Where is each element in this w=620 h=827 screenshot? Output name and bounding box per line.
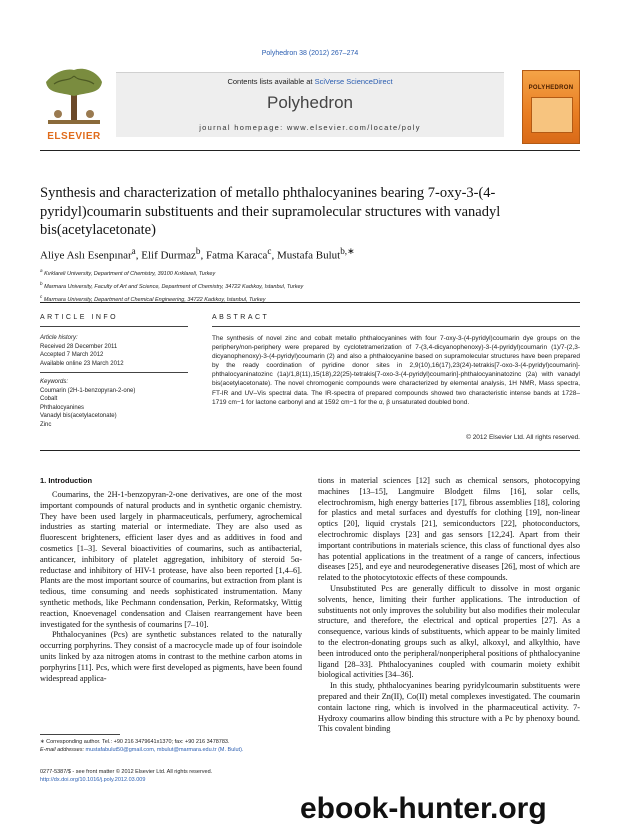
doi-link[interactable]: http://dx.doi.org/10.1016/j.poly.2012.03.009 bbox=[40, 777, 146, 783]
abstract-heading: ABSTRACT bbox=[212, 314, 270, 321]
author-name: Fatma Karaca bbox=[206, 249, 268, 262]
affiliation: $^a$ Kırklareli University, Department of Chemistry, 39100 Kırklareli, Turkey bbox=[40, 268, 216, 277]
issn-doi: 0277-5387/$ - see front matter © 2012 Elsevier Ltd. All rights reserved. http://dx.doi.org/10.1016/j.poly.2012.03.009 bbox=[40, 769, 213, 783]
journal-homepage[interactable]: journal homepage: www.elsevier.com/locate/poly bbox=[199, 123, 421, 132]
body-divider bbox=[40, 450, 580, 451]
author-list: Aliye Aslı Esenpınar$^a$, Elif Durmaz$^b$, Fatma Karaca$^c$, Mustafa Bulut$^{b,∗}$ bbox=[40, 246, 355, 262]
affiliations-divider bbox=[40, 302, 580, 303]
article-history: Article history: Received 28 December 2011 Accepted 7 March 2012 Available online 23 March 2012 bbox=[40, 335, 124, 367]
journal-name: Polyhedron bbox=[266, 93, 353, 112]
article-info-heading: ARTICLE INFO bbox=[40, 314, 119, 321]
abstract-text: The synthesis of novel zinc and cobalt metallo phthalocyanines with four 7-oxy-3-(4-pyridyl)coumarin dye groups on the periphery/non-periphery were prepared by cyclotetramerization of 7-(3,4-dicyanophenoxy)-3-(4-pyridyl)coumarin (1)/7-(2,3-dicyanophenoxy)-3-(4-pyridyl)coumarin (2) and also a phthalocyanine based on supramolecular structures have been prepared by the ready coordination of pyridine donor sites in 2,9(10),16(17),23(24)-tetrakis[7-oxo-3-(4-pyridyl)coumarin]-phthalocyaninatozinc (1a)/1,8(11),15(18),22(25)-tetrakis[7-oxo-3-(4-pyridyl)coumarin]-phthalocyaninatozinc (2a) with vanadyl bis(acetylacetonate). The novel chromogenic compounds were characterized by elemental analysis, 1H NMR, Mass spectra, FT-IR and UV–Vis spectral data. The IR-spectra of prepared compounds showed two characteristic intense bands at 1728–1719 cm−1 for lactone carbonyl and at 1592 cm−1 for the α, β unsaturated doubled bond. bbox=[212, 335, 580, 406]
keywords: Keywords: Coumarin (2H-1-benzopyran-2-one) Cobalt Phthalocyanines Vanadyl bis(acetylacetonate) Zinc bbox=[40, 379, 136, 428]
author-affiliation-marker: b bbox=[195, 246, 201, 256]
author-name: Elif Durmaz bbox=[141, 249, 196, 262]
right-column bbox=[318, 476, 580, 735]
author-email-link[interactable]: mustafabulut50@gmail.com, mbulut@marmara.edu.tr (M. Bulut). bbox=[85, 747, 244, 753]
affiliations bbox=[40, 266, 580, 304]
journal-banner bbox=[40, 64, 580, 146]
paragraph: Coumarins, the 2H-1-benzopyran-2-one derivatives, are one of the most important compounds of natural products and in synthetic organic chemistry. They have been used largely in pharmaceuticals, perfumery, agrochemical industries as starting material or intermediate. They are also used as fluorescent brighteners, efficient laser dyes and as additives in food and cosmetics [1–3]. Several bioactivities of coumarins, such as antibacterial, anticancer, inhibitory of platelet aggregation, inhibitory of steroid 5α-reductase and inhibitory of HIV-1 protease, have also been reported [1,4–6]. Plants are the most important source of coumarins, but extraction from plant is tedious, time consuming and needs sophisticated instrumentation. Many synthetic methods, like Pechmann condensation, Perkin, Reformatsky, Wittig reaction, Knoevenagel condensation and Claisen rearrangement have been investigated for the synthesis of coumarins [7–10]. bbox=[40, 490, 302, 629]
author-affiliation-marker: a bbox=[131, 246, 136, 256]
article-title: Synthesis and characterization of metallo phthalocyanines bearing 7-oxy-3-(4-pyridyl)coumarin substituents and their supramolecular structures with vanadyl bis(acetylacetonate) bbox=[40, 185, 501, 238]
elsevier-tree-icon bbox=[40, 64, 108, 130]
footnote: ∗ Corresponding author. Tel.: +90 216 3479641x1370; fax: +90 216 3478783. E-mail addresses: mustafabulut50@gmail.com, mbulut@marmara.edu.tr (M. Bulut). bbox=[40, 739, 244, 753]
history-rule bbox=[40, 372, 188, 373]
affiliation: $^b$ Marmara University, Faculty of Art and Science, Department of Chemistry, 34722 Kadıkoy, Istanbul, Turkey bbox=[40, 280, 304, 290]
author-affiliation-marker: b,∗ bbox=[340, 246, 355, 256]
affiliation: $^c$ Marmara University, Department of Chemical Engineering, 34722 Kadıkoy, Istanbul, Turkey bbox=[40, 293, 266, 303]
section-heading: 1. Introduction bbox=[40, 476, 93, 485]
author-name: Mustafa Bulut bbox=[276, 249, 341, 262]
left-column bbox=[40, 490, 302, 684]
header-divider bbox=[40, 150, 580, 151]
elsevier-logo bbox=[40, 64, 108, 144]
abstract-rule bbox=[212, 326, 580, 327]
paragraph: Phthalocyanines (Pcs) are synthetic substances related to the naturally occurring porphyrins. They consist of a macrocycle made up of four isoindole units linked by aza nitrogen atoms in contrast to the methine carbon atoms in porphyrins [11]. Pcs, which were first developed as pigments, have been found widespread applica- bbox=[40, 630, 302, 683]
watermark: ebook-hunter.org bbox=[300, 792, 547, 825]
article-info-rule bbox=[40, 326, 188, 327]
paragraph: tions in material sciences [12] such as chemical sensors, photocopying machines [13–15], Langmuire Blodgett films [16], solar cells, electrochromism, high energy batteries [17], fibrous assemblies [18], coloring for plastics and metal surfaces and dyestuffs for clothing [19], non-linear optics [20], liquid crystals [21], semiconductors [22], photoconductors, electrochromic displays [23] and gas sensors [12,24]. Apart from their important contributions in materials science, this class of functional dyes also has potential applications in the treatment of a range of cancers, infectious diseases [25], and eye and neurodegenerative diseases [26], most of which are related to the photocytotoxic effects of these compounds. bbox=[318, 476, 580, 583]
journal-header-band bbox=[116, 72, 504, 137]
contents-line bbox=[116, 77, 504, 86]
paragraph: Unsubstituted Pcs are generally difficult to dissolve in most organic solvents, hence, limiting their further applications. The introduction of substituents not only improves the solubility but also modifies their molecular structure, and therefore, the electrical and optical properties [27]. As a consequence, various kinds of substituents, which appear to be mainly limited to the electron-donating groups such as alkyl, alkoxyl, and alkylthio, have been introduced onto the peripheral/nonperipheral positions of phthalocyanine ligand [28–33]. Phthalocyanines coupled with coumarin moiety exhibit biological activities [34–36]. bbox=[318, 583, 580, 680]
footnote-rule bbox=[40, 734, 120, 735]
paragraph: In this study, phthalocyanines bearing pyridylcoumarin substituents were prepared and their Zn(II), Co(II) metal complexes investigated. The coumarin contain lactone ring, which is involved in the pharmaceutical activity. 7-Hydroxy coumarins allow binding this structure with a Pc by phenoxy bound. This covalent binding bbox=[318, 681, 580, 734]
cover-title: POLYHEDRON bbox=[528, 85, 574, 91]
contents-prefix: Contents lists available at bbox=[227, 77, 315, 86]
journal-citation[interactable]: Polyhedron 38 (2012) 267–274 bbox=[261, 50, 359, 57]
cover-image-panel bbox=[531, 97, 573, 133]
journal-cover-thumbnail bbox=[522, 70, 580, 144]
sciencedirect-link[interactable]: SciVerse ScienceDirect bbox=[314, 77, 393, 86]
publisher-wordmark: ELSEVIER bbox=[47, 131, 101, 142]
author-affiliation-marker: c bbox=[267, 246, 272, 256]
copyright: © 2012 Elsevier Ltd. All rights reserved. bbox=[466, 434, 580, 441]
author-name: Aliye Aslı Esenpınar bbox=[40, 249, 132, 262]
